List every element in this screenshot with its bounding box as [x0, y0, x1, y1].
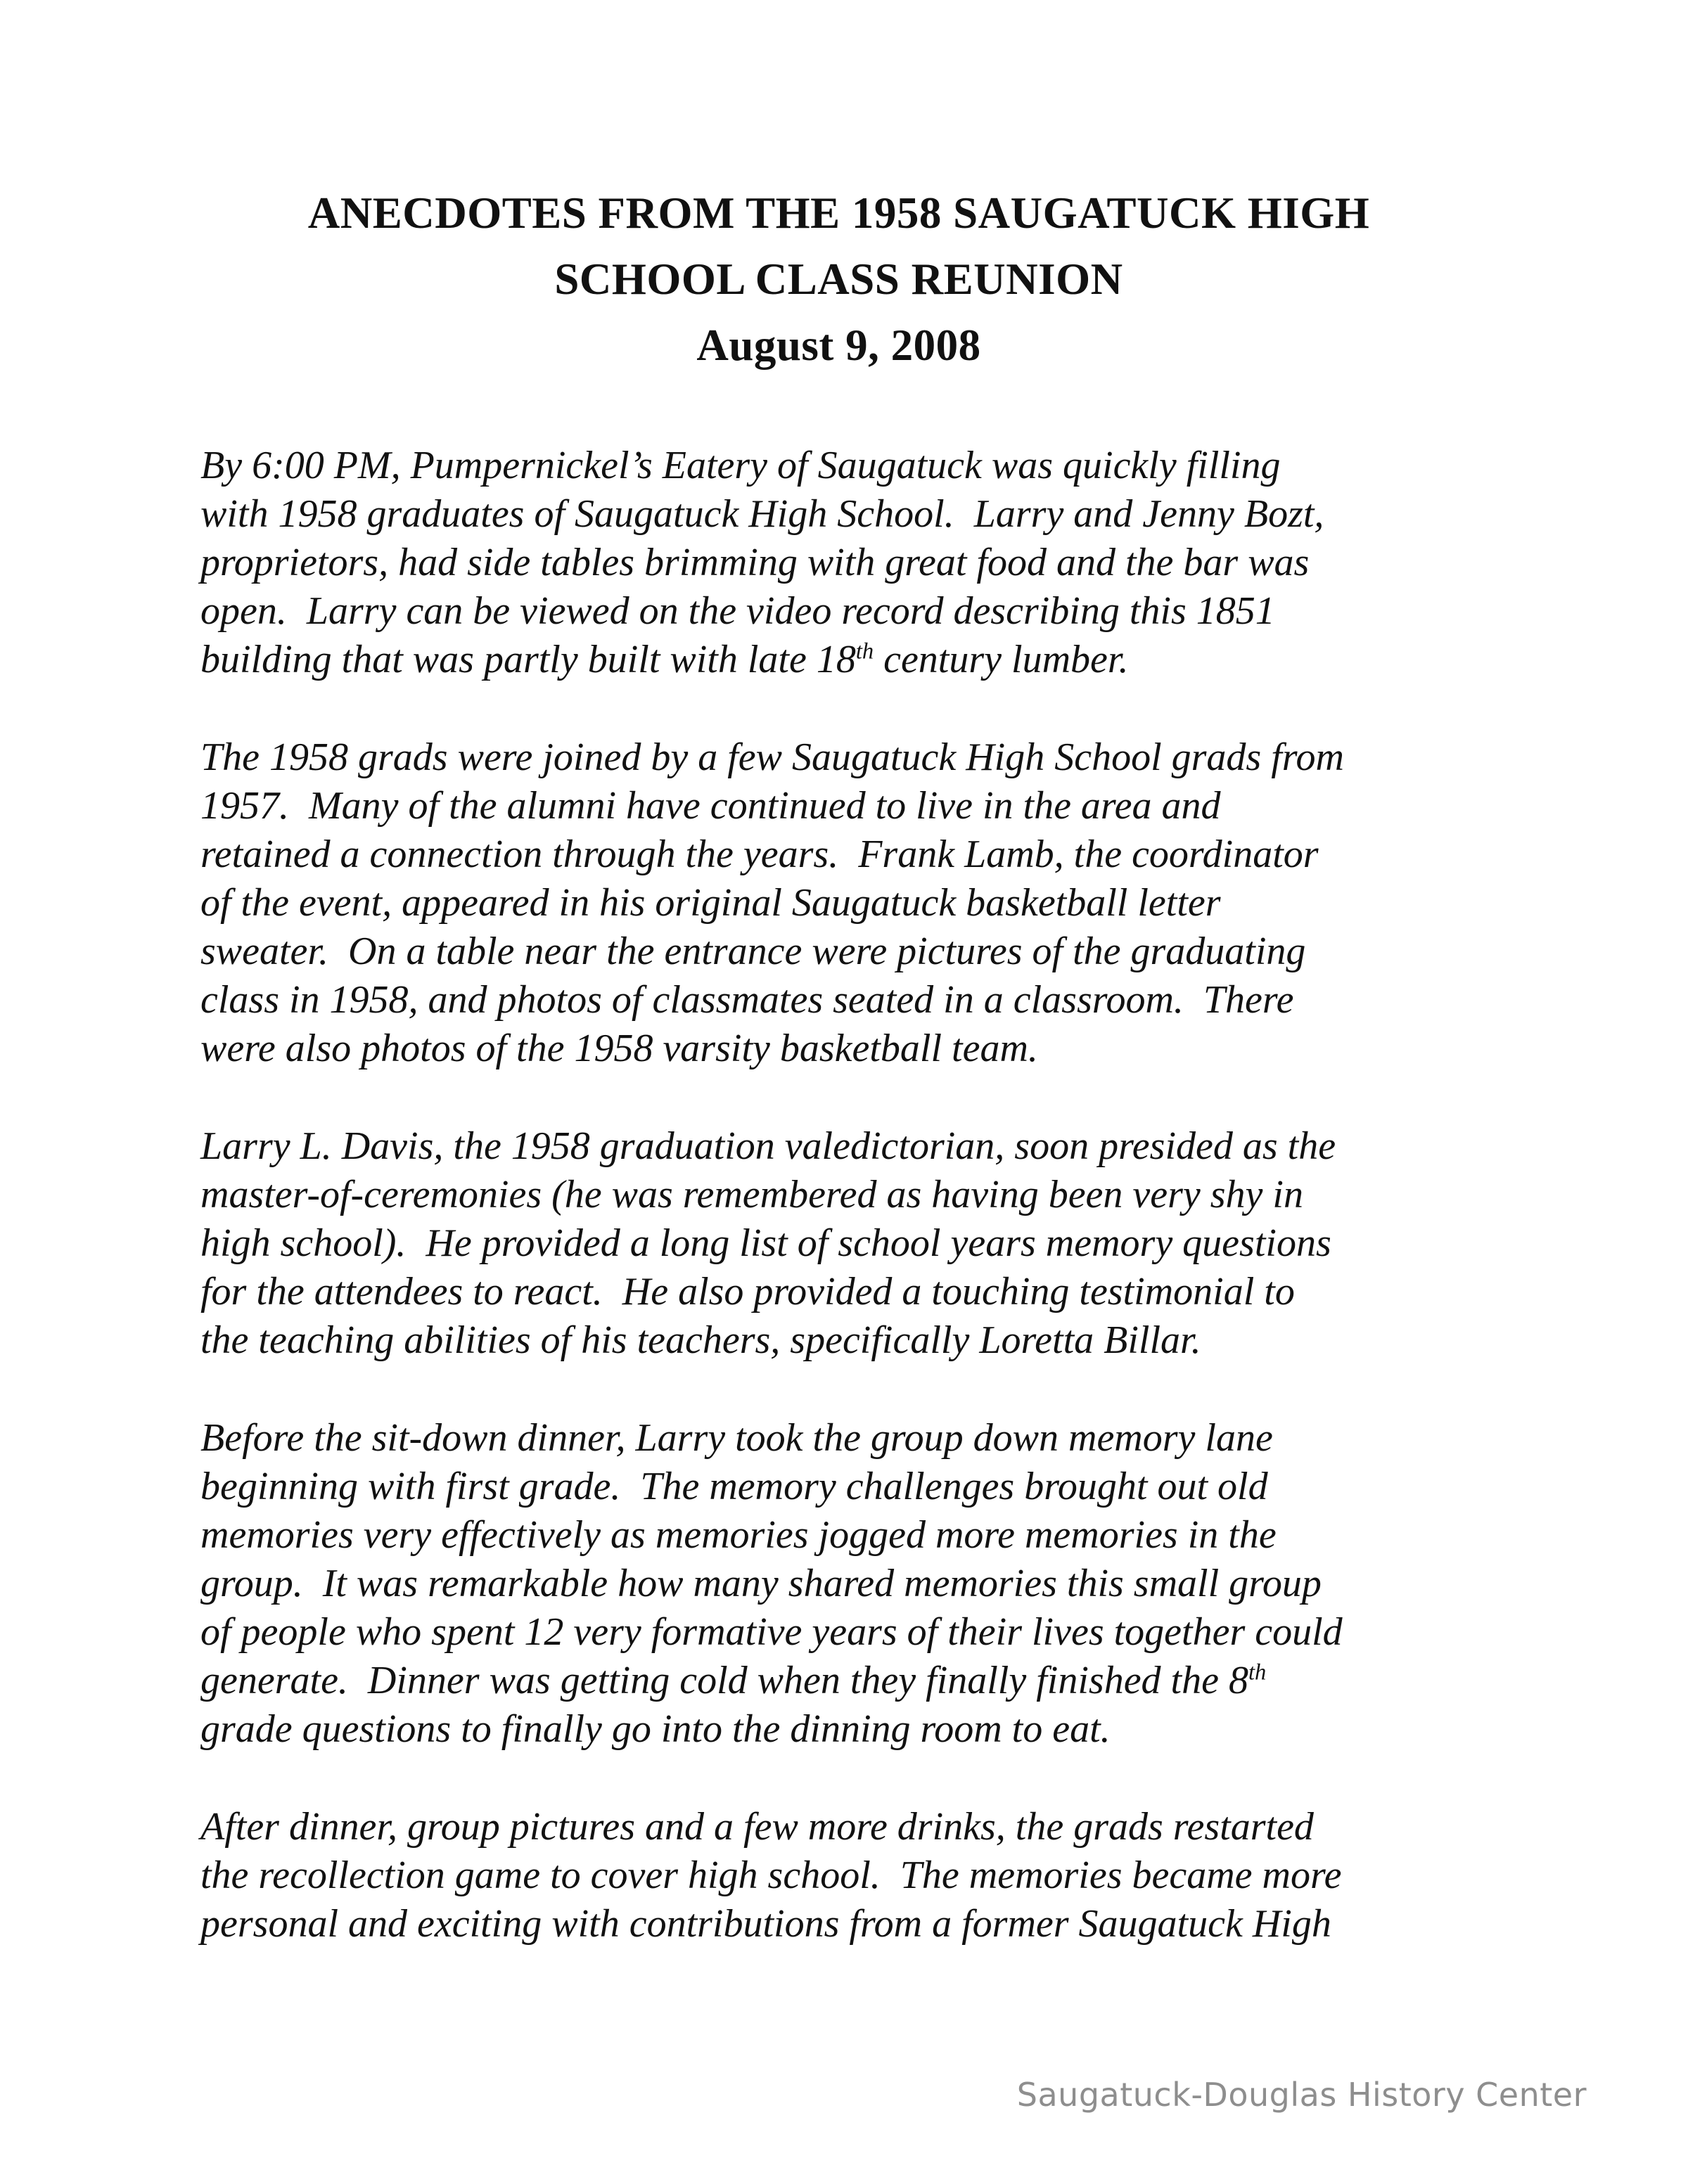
body-line	[200, 1705, 1477, 1754]
text-run: high school). He provided a long list of school years memory questions	[200, 1221, 1331, 1265]
body-line	[200, 1511, 1477, 1560]
body-line	[200, 1414, 1477, 1463]
text-run: group. It was remarkable how many shared memories this small group	[200, 1562, 1322, 1605]
text-run: open. Larry can be viewed on the video record describing this 1851	[200, 589, 1275, 633]
text-run: for the attendees to react. He also provided a touching testimonial to	[200, 1270, 1295, 1313]
body-line	[200, 1851, 1477, 1900]
body-line	[200, 733, 1477, 782]
body-line	[200, 879, 1477, 927]
document-title	[200, 180, 1477, 378]
footer-watermark: Saugatuck-Douglas History Center	[1016, 2076, 1587, 2114]
text-run: century lumber.	[874, 638, 1129, 681]
text-run: class in 1958, and photos of classmates seated in a classroom. There	[200, 978, 1294, 1022]
paragraph	[200, 442, 1477, 684]
text-run: beginning with first grade. The memory challenges brought out old	[200, 1465, 1268, 1508]
title-line-2: SCHOOL CLASS REUNION	[554, 255, 1123, 304]
body-line	[200, 587, 1477, 636]
body-line	[200, 1122, 1477, 1171]
body-line	[200, 1024, 1477, 1073]
title-date: August 9, 2008	[696, 321, 981, 370]
text-run: Larry L. Davis, the 1958 graduation valedictorian, soon presided as the	[200, 1124, 1336, 1168]
superscript: th	[855, 638, 874, 664]
paragraph	[200, 1803, 1477, 1948]
body-line	[200, 1219, 1477, 1268]
text-run: Before the sit-down dinner, Larry took the group down memory lane	[200, 1416, 1273, 1460]
text-run: master-of-ceremonies (he was remembered as having been very shy in	[200, 1173, 1303, 1216]
paragraph	[200, 1414, 1477, 1754]
text-run: The 1958 grads were joined by a few Saugatuck High School grads from	[200, 736, 1344, 779]
text-run: retained a connection through the years. Frank Lamb, the coordinator	[200, 833, 1319, 876]
body-line	[200, 1608, 1477, 1657]
body-line	[200, 830, 1477, 879]
text-run: were also photos of the 1958 varsity basketball team.	[200, 1027, 1038, 1070]
text-run: of the event, appeared in his original Saugatuck basketball letter	[200, 881, 1221, 925]
body-line	[200, 539, 1477, 587]
text-run: of people who spent 12 very formative years of their lives together could	[200, 1610, 1343, 1654]
superscript: th	[1248, 1659, 1267, 1685]
text-run: After dinner, group pictures and a few more drinks, the grads restarted	[200, 1805, 1314, 1849]
text-run: By 6:00 PM, Pumpernickel’s Eatery of Saugatuck was quickly filling	[200, 444, 1281, 487]
body-line	[200, 1803, 1477, 1851]
body-line	[200, 636, 1477, 684]
body-line	[200, 1560, 1477, 1608]
text-run: with 1958 graduates of Saugatuck High School. Larry and Jenny Bozt,	[200, 492, 1324, 536]
body-line	[200, 1268, 1477, 1316]
body-line	[200, 976, 1477, 1024]
document-body	[200, 442, 1477, 1948]
text-run: sweater. On a table near the entrance were pictures of the graduating	[200, 930, 1306, 973]
text-run: generate. Dinner was getting cold when they finally finished the 8	[200, 1659, 1248, 1702]
body-line	[200, 782, 1477, 830]
paragraph	[200, 733, 1477, 1073]
text-run: grade questions to finally go into the dinning room to eat.	[200, 1707, 1111, 1751]
paragraph	[200, 1122, 1477, 1365]
text-run: proprietors, had side tables brimming with great food and the bar was	[200, 541, 1310, 584]
body-line	[200, 1316, 1477, 1365]
body-line	[200, 1463, 1477, 1511]
body-line	[200, 490, 1477, 539]
text-run: personal and exciting with contributions from a former Saugatuck High	[200, 1902, 1331, 1946]
body-line	[200, 1900, 1477, 1948]
text-run: 1957. Many of the alumni have continued to live in the area and	[200, 784, 1221, 828]
body-line	[200, 1657, 1477, 1705]
text-run: memories very effectively as memories jogged more memories in the	[200, 1513, 1277, 1557]
body-line	[200, 927, 1477, 976]
body-line	[200, 1171, 1477, 1219]
text-run: the recollection game to cover high school. The memories became more	[200, 1854, 1342, 1897]
title-line-1: ANECDOTES FROM THE 1958 SAUGATUCK HIGH	[307, 188, 1370, 238]
text-run: the teaching abilities of his teachers, specifically Loretta Billar.	[200, 1318, 1201, 1362]
body-line	[200, 442, 1477, 490]
text-run: building that was partly built with late 18	[200, 638, 856, 681]
